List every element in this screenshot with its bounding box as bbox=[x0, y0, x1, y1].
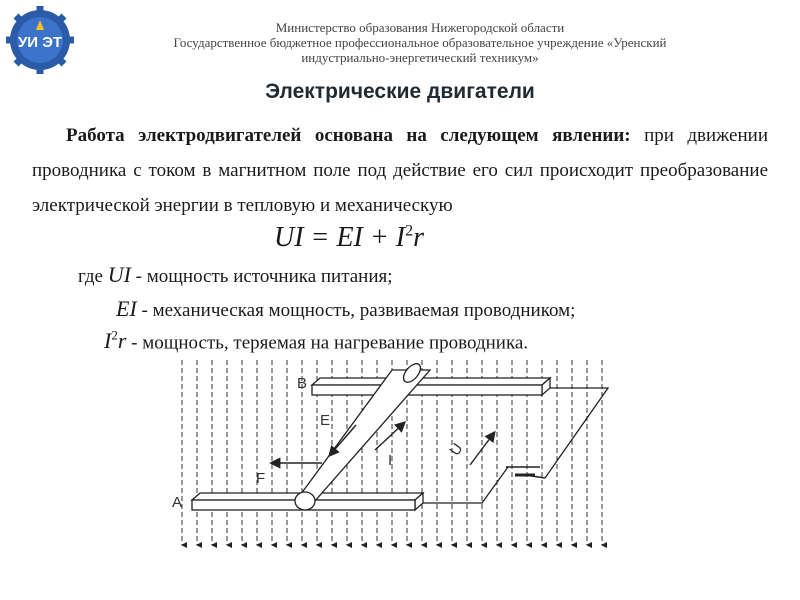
definition-symbol: UI bbox=[107, 262, 131, 287]
label-i: I bbox=[388, 452, 393, 469]
definition-symbol: EI bbox=[116, 296, 137, 321]
formula-tail: r bbox=[413, 222, 424, 253]
page-title: Электрические двигатели bbox=[265, 80, 535, 103]
formula-exponent: 2 bbox=[405, 222, 414, 240]
power-formula bbox=[274, 222, 424, 254]
definition-line-1 bbox=[78, 262, 393, 288]
label-e: E bbox=[320, 412, 331, 429]
formula-main: UI = EI + I bbox=[274, 222, 406, 253]
definition-text: - мощность, теряемая на нагревание проводника. bbox=[131, 332, 529, 354]
paragraph-bold: Работа электродвигателей основана на следующем явлении: bbox=[66, 125, 631, 146]
definition-prefix: где bbox=[78, 266, 103, 287]
logo-text: УИ ЭТ bbox=[17, 34, 63, 51]
label-b: B bbox=[297, 375, 308, 392]
definition-line-2 bbox=[116, 296, 575, 322]
label-f: F bbox=[256, 470, 266, 487]
definition-symbol: $I^2r$ bbox=[104, 328, 127, 354]
definition-text: - мощность источника питания; bbox=[135, 266, 393, 287]
header-line-2: Государственное бюджетное профессиональное образовательное учреждение «Уренский bbox=[173, 35, 667, 50]
label-a: A bbox=[172, 494, 183, 511]
college-logo bbox=[6, 6, 74, 74]
header-line-3: индустриально-энергетический техникум» bbox=[301, 50, 539, 65]
rail-b bbox=[312, 378, 550, 395]
motor-principle-diagram bbox=[160, 355, 620, 550]
header-line-1: Министерство образования Нижегородской области bbox=[275, 20, 565, 35]
definition-line-3 bbox=[104, 328, 528, 354]
label-u: U bbox=[446, 440, 467, 459]
institution-header bbox=[120, 20, 720, 65]
paragraph-text: при движении проводника с током в магнитном поле под действие его сил происходит преобразование электрической энергии в тепловую и механическую bbox=[32, 125, 768, 216]
main-paragraph bbox=[32, 118, 768, 223]
definition-text: - механическая мощность, развиваемая проводником; bbox=[141, 300, 576, 321]
